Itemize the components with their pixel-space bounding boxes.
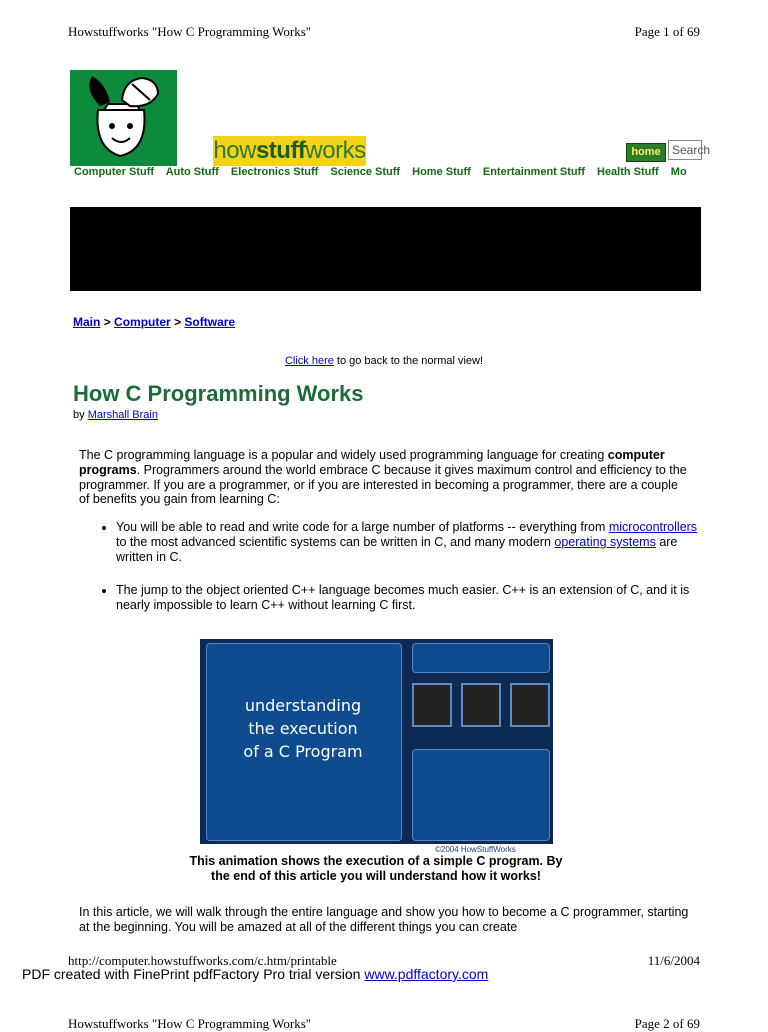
page-number: Page 1 of 69 xyxy=(634,24,700,39)
microcontrollers-link[interactable]: microcontrollers xyxy=(608,520,698,534)
howstuffworks-logo-icon[interactable] xyxy=(70,70,177,166)
memory-slot xyxy=(510,683,550,727)
memory-slot xyxy=(412,683,452,727)
next-page-number: Page 2 of 69 xyxy=(634,1016,700,1031)
page-footer-url: http://computer.howstuffworks.com/c.htm/printable xyxy=(68,953,337,968)
nav-health-stuff[interactable]: Health Stuff xyxy=(597,166,659,178)
nav-computer-stuff[interactable]: Computer Stuff xyxy=(74,166,155,178)
nav-electronics-stuff[interactable]: Electronics Stuff xyxy=(230,166,319,178)
list-item: • You will be able to read and write code for a large number of platforms -- everything from microcontrollers to the most advanced scientific systems can be written in C, and many modern operating systems are written in C. xyxy=(116,520,706,565)
next-page-header-title: Howstuffworks "How C Programming Works" xyxy=(68,1016,312,1031)
nav-entertainment-stuff[interactable]: Entertainment Stuff xyxy=(482,166,585,178)
nav-more[interactable]: Mo xyxy=(670,166,687,178)
nav-home-stuff[interactable]: Home Stuff xyxy=(412,166,471,178)
author-link[interactable]: Marshall Brain xyxy=(87,409,158,421)
pdf-factory-note: PDF created with FinePrint pdfFactory Pro trial version www.pdffactory.com xyxy=(22,966,489,982)
click-here-link[interactable]: Click here xyxy=(284,355,334,367)
intro-paragraph: The C programming language is a popular and widely used programming language for creating computer programs. Programmers around the world embrace C because it gives maximum control and efficiency to the programmer. If you are a programmer, or if you are interested in becoming a programmer, there are a couple of benefits you gain from learning C: xyxy=(79,448,687,507)
page-footer-date: 11/6/2004 xyxy=(647,953,700,968)
page-header-title: Howstuffworks "How C Programming Works" xyxy=(68,24,312,39)
c-program-animation[interactable] xyxy=(200,639,553,844)
article-title: How C Programming Works xyxy=(73,381,364,406)
animation-title: understanding the execution of a C Program xyxy=(243,696,363,761)
breadcrumb-software[interactable]: Software xyxy=(184,315,236,329)
benefits-list xyxy=(99,520,706,631)
nav-science-stuff[interactable]: Science Stuff xyxy=(330,166,401,178)
memory-slot xyxy=(461,683,501,727)
home-button[interactable]: home xyxy=(626,143,666,162)
category-nav xyxy=(74,166,702,182)
breadcrumb-main[interactable]: Main xyxy=(73,315,101,329)
nav-auto-stuff[interactable]: Auto Stuff xyxy=(165,166,219,178)
animation-caption: This animation shows the execution of a simple C program. By the end of this article you will understand how it works! xyxy=(189,854,563,883)
breadcrumb: Main > Computer > Software xyxy=(73,315,236,329)
breadcrumb-computer[interactable]: Computer xyxy=(114,315,171,329)
pdffactory-link[interactable]: www.pdffactory.com xyxy=(364,966,489,982)
howstuffworks-wordmark[interactable]: howstuffworks xyxy=(213,137,366,164)
operating-systems-link[interactable]: operating systems xyxy=(554,535,656,549)
back-to-normal-view: Click here to go back to the normal view! xyxy=(284,355,484,367)
ad-banner[interactable] xyxy=(70,207,701,291)
animation-copyright: ©2004 HowStuffWorks xyxy=(435,845,516,854)
byline: by Marshall Brain xyxy=(73,409,158,421)
search-input[interactable]: Search xyxy=(668,140,702,160)
list-item: • The jump to the object oriented C++ language becomes much easier. C++ is an extension of C, and it is nearly impossible to learn C++ without learning C first. xyxy=(116,583,706,613)
article-paragraph: In this article, we will walk through the entire language and show you how to become a C programmer, starting at the beginning. You will be amazed at all of the different things you can create xyxy=(79,905,689,934)
